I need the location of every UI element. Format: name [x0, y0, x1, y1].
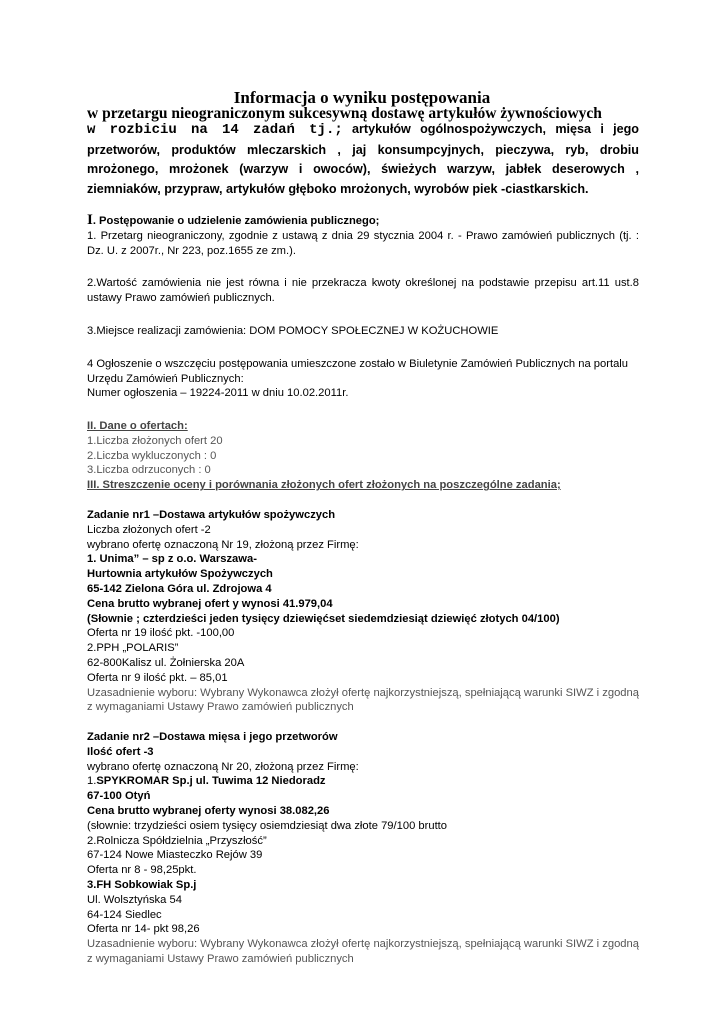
section-3-heading: III. Streszczenie oceny i porównania złożonych ofert złożonych na poszczególne zadania;: [87, 479, 561, 492]
task-1-price: Cena brutto wybranej ofert y wynosi 41.979,04: [87, 597, 333, 610]
section-2: [87, 419, 639, 493]
task-2-firm-3: 3.FH Sobkowiak Sp.j: [87, 878, 197, 891]
page-subtitle: w przetargu nieograniczonym sukcesywną dostawę artykułów żywnościowych: [87, 105, 602, 122]
task-2-address-1: 67-100 Otyń: [87, 790, 151, 803]
section-2-item-3: 3.Liczba odrzuconych : 0: [87, 464, 211, 477]
section-1-p3: 3.Miejsce realizacji zamówienia: DOM POMOCY SPOŁECZNEJ W KOŻUCHOWIE: [87, 324, 499, 337]
task-1-heading: Zadanie nr1 –Dostawa artykułów spożywczych: [87, 509, 336, 521]
intro-paragraph: [87, 120, 639, 199]
task-1-offer-1: Oferta nr 19 ilość pkt. -100,00: [87, 627, 235, 640]
task-1-address-1: 65-142 Zielona Góra ul. Zdrojowa 4: [87, 582, 272, 595]
task-2: [87, 730, 639, 967]
task-2-address-2: 67-124 Nowe Miasteczko Rejów 39: [87, 849, 263, 862]
section-2-item-2: 2.Liczba wykluczonych : 0: [87, 449, 217, 462]
section-1-p2: 2.Wartość zamówienia nie jest równa i nie przekracza kwoty określonej na podstawie przepisu art.11 ust.8 ustawy Prawo zamówień publicznych.: [87, 277, 639, 305]
section-1-heading: I. Postępowanie o udzielenie zamówienia publicznego;: [87, 212, 380, 228]
page-title: Informacja o wyniku postępowania: [233, 88, 491, 107]
intro-rest: artykułów ogólnospożywczych, mięsa i jego przetworów, produktów mleczarskich , jaj konsumpcyjnych, pieczywa, ryb, drobiu mrożonego, mrożonek (warzyw i owoców), świeżych warzyw, jabłek deserowych , ziemniaków, przypraw, artykułów głęboko mrożonych, wyrobów piek -ciastkarskich.: [87, 122, 639, 196]
task-2-justification-line1: Uzasadnienie wyboru: Wybrany Wykonawca złożył ofertę najkorzystniejszą, spełniającą warunki SIWZ i zgodną: [87, 938, 639, 951]
task-2-firm-1: 1.SPYKROMAR Sp.j ul. Tuwima 12 Niedoradz: [87, 775, 326, 788]
task-2-price: Cena brutto wybranej oferty wynosi 38.082,26: [87, 804, 330, 817]
task-1: [87, 508, 639, 715]
task-2-offer-3: Oferta nr 14- pkt 98,26: [87, 923, 200, 936]
section-1-p4-line2: Urzędu Zamówień Publicznych:: [87, 372, 244, 385]
section-2-item-1: 1.Liczba złożonych ofert 20: [87, 434, 223, 447]
task-1-offer-2: Oferta nr 9 ilość pkt. – 85,01: [87, 671, 228, 684]
task-2-chosen: wybrano ofertę oznaczoną Nr 20, złożoną przez Firmę:: [87, 760, 359, 773]
task-1-firm-1: 1. Unima” – sp z o.o. Warszawa-: [87, 553, 257, 566]
task-1-justification-line1: Uzasadnienie wyboru: Wybrany Wykonawca złożył ofertę najkorzystniejszą, spełniającą warunki SIWZ i zgodną: [87, 686, 639, 699]
task-1-address-2: 62-800Kalisz ul. Żołnierska 20A: [87, 656, 245, 669]
task-1-count: Liczba złożonych ofert -2: [87, 523, 211, 536]
section-2-heading: II. Dane o ofertach:: [87, 420, 188, 432]
task-1-firm-1b: Hurtownia artykułów Spożywczych: [87, 568, 273, 581]
task-2-justification-line2: z wymaganiami Ustawy Prawo zamówień publicznych: [87, 952, 354, 965]
section-1-p1: 1. Przetarg nieograniczony, zgodnie z ustawą z dnia 29 stycznia 2004 r. - Prawo zamówień publicznych (tj. : Dz. U. z 2007r., Nr 223, poz.1655 ze zm.).: [87, 229, 639, 257]
task-2-address-3a: Ul. Wolsztyńska 54: [87, 893, 182, 906]
section-1: [87, 213, 639, 401]
task-2-price-words: (słownie: trzydzieści osiem tysięcy osiemdziesiąt dwa złote 79/100 brutto: [87, 819, 448, 832]
intro-lead: w rozbiciu na 14 zadań tj.;: [87, 122, 343, 138]
task-2-count: Ilość ofert -3: [87, 745, 154, 758]
task-2-address-3b: 64-124 Siedlec: [87, 908, 162, 921]
section-1-numeral: I: [87, 212, 93, 228]
task-2-heading: Zadanie nr2 –Dostawa mięsa i jego przetworów: [87, 731, 338, 743]
task-1-firm-2: 2.PPH „POLARIS”: [87, 642, 179, 655]
task-1-chosen: wybrano ofertę oznaczoną Nr 19, złożoną przez Firmę:: [87, 538, 359, 551]
section-1-p4-line1: 4 Ogłoszenie o wszczęciu postępowania umieszczone zostało w Biuletynie Zamówień Publicznych na portalu: [87, 357, 629, 370]
section-1-p4-line3: Numer ogłoszenia – 19224-2011 w dniu 10.02.2011r.: [87, 387, 349, 400]
task-2-offer-2: Oferta nr 8 - 98,25pkt.: [87, 864, 197, 877]
task-1-price-words: (Słownie ; czterdzieści jeden tysięcy dziewięćset siedemdziesiąt dziewięć złotych 04/100): [87, 612, 560, 625]
task-1-justification-line2: z wymaganiami Ustawy Prawo zamówień publicznych: [87, 701, 354, 714]
task-2-firm-2: 2.Rolnicza Spółdzielnia „Przyszłość”: [87, 834, 267, 847]
